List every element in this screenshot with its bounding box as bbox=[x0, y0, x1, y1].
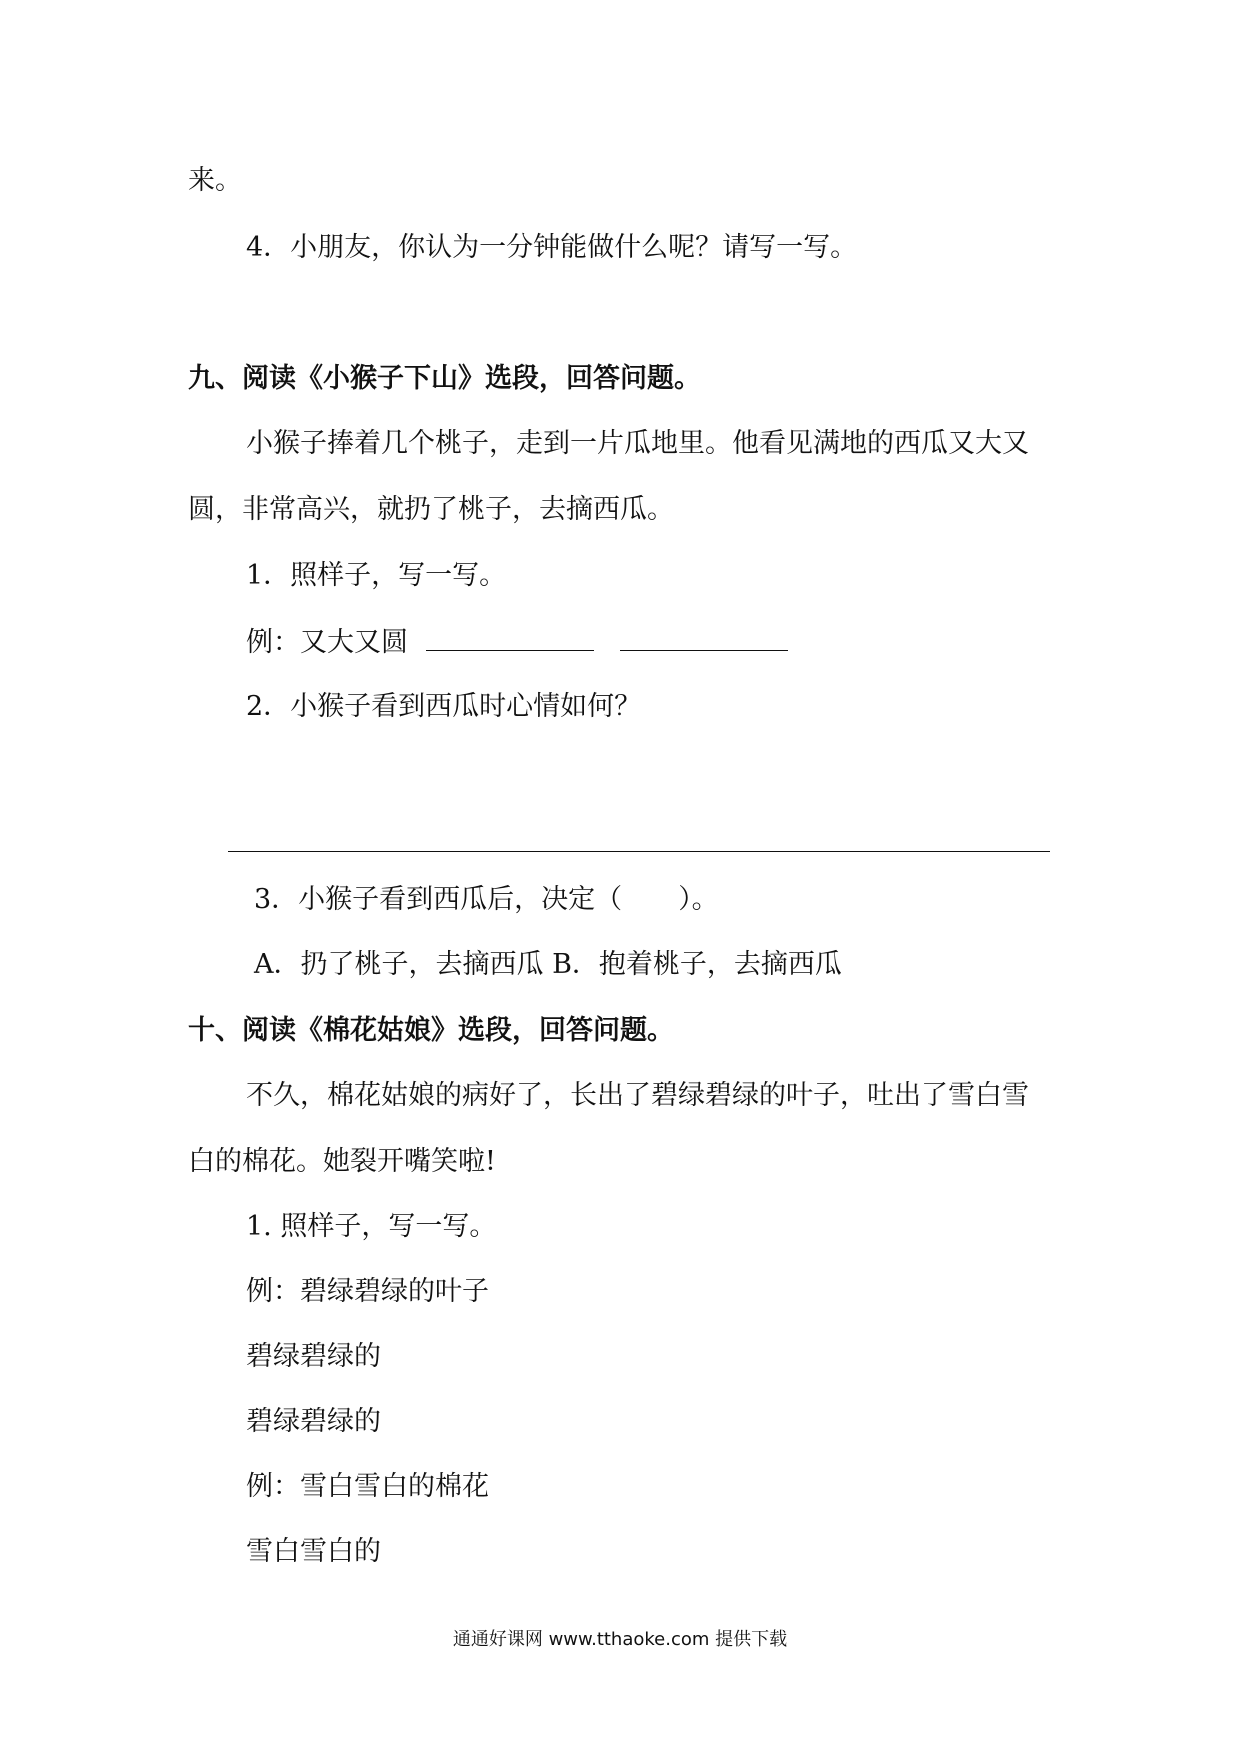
question-9-1-example bbox=[246, 622, 788, 661]
question-9-1: 1．照样子，写一写。 bbox=[246, 560, 507, 591]
question-9-2: 2．小猴子看到西瓜时心情如何？ bbox=[246, 691, 642, 722]
question-8-4: 4．小朋友，你认为一分钟能做什么呢？请写一写。 bbox=[246, 232, 858, 263]
question-10-1-item-1: 碧绿碧绿的 bbox=[246, 1341, 381, 1372]
section-9-heading: 九、阅读《小猴子下山》选段，回答问题。 bbox=[188, 363, 701, 394]
answer-blank-2[interactable] bbox=[620, 622, 788, 651]
question-9-3-options: A．扔了桃子，去摘西瓜 B．抱着桃子，去摘西瓜 bbox=[254, 949, 842, 980]
question-10-1-example-2: 例：雪白雪白的棉花 bbox=[246, 1471, 489, 1502]
section-10-heading: 十、阅读《棉花姑娘》选段，回答问题。 bbox=[188, 1015, 674, 1046]
question-10-1-example-1: 例：碧绿碧绿的叶子 bbox=[246, 1276, 489, 1307]
question-9-3-text: 3．小猴子看到西瓜后，决定（ bbox=[254, 884, 623, 915]
answer-blank-1[interactable] bbox=[426, 622, 594, 651]
question-10-1-item-2: 碧绿碧绿的 bbox=[246, 1406, 381, 1437]
question-10-1-item-3: 雪白雪白的 bbox=[246, 1536, 381, 1567]
continued-text-line: 来。 bbox=[188, 165, 242, 196]
page-footer: 通通好课网 www.tthaoke.com 提供下载 bbox=[452, 1629, 788, 1650]
question-10-1: 1. 照样子，写一写。 bbox=[246, 1211, 497, 1242]
question-9-3 bbox=[254, 882, 719, 918]
answer-line[interactable] bbox=[228, 851, 1050, 852]
example-text: 例：又大又圆 bbox=[246, 627, 408, 658]
question-9-3-close: ）。 bbox=[678, 884, 719, 915]
section-9-passage-line-1: 小猴子捧着几个桃子，走到一片瓜地里。他看见满地的西瓜又大又 bbox=[246, 428, 1029, 459]
section-10-passage-line-2: 白的棉花。她裂开嘴笑啦! bbox=[188, 1146, 496, 1177]
section-9-passage-line-2: 圆，非常高兴，就扔了桃子，去摘西瓜。 bbox=[188, 494, 674, 525]
section-10-passage-line-1: 不久，棉花姑娘的病好了，长出了碧绿碧绿的叶子，吐出了雪白雪 bbox=[246, 1080, 1029, 1111]
